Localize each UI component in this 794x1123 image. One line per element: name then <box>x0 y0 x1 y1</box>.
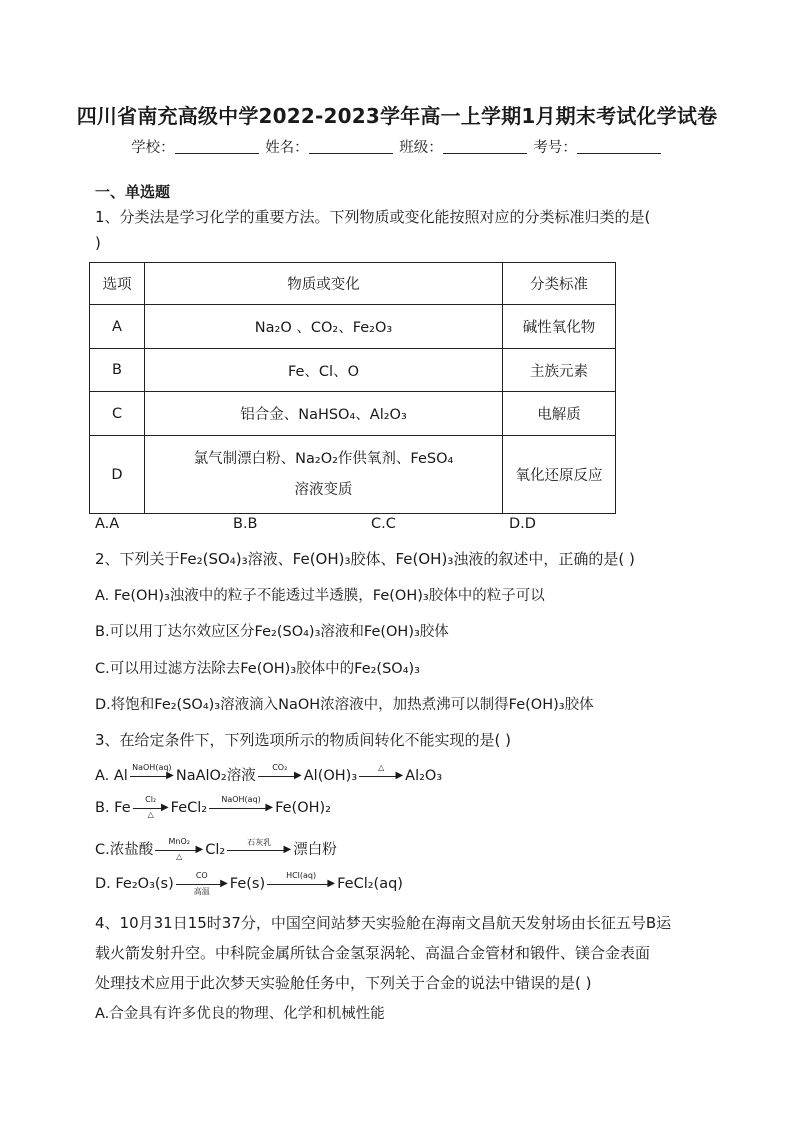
species: FeCl₂(aq) <box>337 876 403 892</box>
row-content <box>145 436 503 514</box>
q1-option-a[interactable]: A.A <box>95 516 120 532</box>
species: Fe(s) <box>229 876 266 892</box>
species: A. Al <box>95 768 128 784</box>
species: Cl₂ <box>205 842 226 858</box>
table-row <box>90 392 616 436</box>
reaction-arrow: MnO₂ ▶ △ <box>155 843 203 857</box>
row-content-line2: 溶液变质 <box>294 481 353 498</box>
class-blank[interactable] <box>443 139 527 154</box>
name-label: 姓名： <box>265 140 309 156</box>
section-heading: 一、单选题 <box>95 183 171 201</box>
name-blank[interactable] <box>309 139 393 154</box>
row-standard: 电解质 <box>503 392 616 436</box>
reaction-arrow: NaOH(aq) ▶ <box>209 801 273 815</box>
header-standard: 分类标准 <box>503 263 616 305</box>
q2-stem: 2、下列关于Fe₂(SO₄)₃溶液、Fe(OH)₃胶体、Fe(OH)₃浊液的叙述中，正确的是( ) <box>95 550 635 568</box>
table-row <box>90 305 616 349</box>
q1-option-c[interactable]: C.C <box>371 516 396 532</box>
q1-classification-table <box>89 262 616 514</box>
arrow-condition: 石灰乳 <box>247 838 272 847</box>
q2-option-c[interactable]: C.可以用过滤方法除去Fe(OH)₃胶体中的Fe₂(SO₄)₃ <box>95 661 420 677</box>
arrow-condition: △ <box>378 763 385 772</box>
class-label: 班级： <box>399 140 443 156</box>
q3-option-b[interactable] <box>95 795 331 819</box>
species: Fe(OH)₂ <box>275 800 331 816</box>
q4-stem-line3: 处理技术应用于此次梦天实验舱任务中，下列关于合金的说法中错误的是( ) <box>95 974 592 992</box>
school-blank[interactable] <box>175 139 259 154</box>
arrow-condition: CO₂ <box>272 763 288 772</box>
q3-option-d[interactable] <box>95 871 403 896</box>
q1-option-b[interactable]: B.B <box>233 516 258 532</box>
q4-option-a[interactable]: A.合金具有许多优良的物理、化学和机械性能 <box>95 1006 385 1022</box>
species: Al₂O₃ <box>405 768 443 784</box>
q4-stem-line1: 4、10月31日15时37分，中国空间站梦天实验舱在海南文昌航天发射场由长征五号B运 <box>95 914 672 932</box>
arrow-condition: MnO₂ <box>168 837 190 846</box>
q2-option-b[interactable]: B.可以用丁达尔效应区分Fe₂(SO₄)₃溶液和Fe(OH)₃胶体 <box>95 624 449 640</box>
row-option: D <box>90 436 145 514</box>
q1-option-d[interactable]: D.D <box>509 516 536 532</box>
arrow-condition-below: 高温 <box>193 887 210 896</box>
row-option: B <box>90 349 145 392</box>
table-header-row <box>90 263 616 305</box>
number-blank[interactable] <box>577 139 661 154</box>
row-content: 铝合金、NaHSO₄、Al₂O₃ <box>145 392 503 436</box>
q3-option-a[interactable] <box>95 764 442 785</box>
arrow-condition-below: △ <box>147 810 154 819</box>
species: 漂白粉 <box>293 842 337 858</box>
page-title: 四川省南充高级中学2022-2023学年高一上学期1月期末考试化学试卷 <box>76 104 718 128</box>
row-standard: 氧化还原反应 <box>503 436 616 514</box>
row-standard: 主族元素 <box>503 349 616 392</box>
q1-stem-end: ) <box>95 234 101 252</box>
reaction-arrow: NaOH(aq) ▶ <box>130 769 174 783</box>
arrow-condition: CO <box>195 871 208 880</box>
row-content: Na₂O 、CO₂、Fe₂O₃ <box>145 305 503 349</box>
arrow-condition: Cl₂ <box>145 795 157 804</box>
student-info-line <box>0 136 794 157</box>
q3-option-c[interactable] <box>95 838 337 859</box>
row-content-line1: 氯气制漂白粉、Na₂O₂作供氧剂、FeSO₄ <box>193 450 454 467</box>
q4-stem-line2: 载火箭发射升空。中科院金属所钛合金氢泵涡轮、高温合金管材和锻件、镁合金表面 <box>95 944 651 962</box>
species: C.浓盐酸 <box>95 842 154 858</box>
arrow-condition: NaOH(aq) <box>132 763 172 772</box>
table-row <box>90 436 616 514</box>
header-content: 物质或变化 <box>145 263 503 305</box>
q1-stem: 1、分类法是学习化学的重要方法。下列物质或变化能按照对应的分类标准归类的是( <box>95 208 651 226</box>
reaction-arrow: Cl₂ ▶ △ <box>133 801 169 815</box>
reaction-arrow: △ ▶ <box>359 769 403 783</box>
school-label: 学校： <box>131 140 175 156</box>
arrow-condition-below: △ <box>176 852 183 861</box>
species: FeCl₂ <box>170 800 208 816</box>
row-standard: 碱性氧化物 <box>503 305 616 349</box>
row-option: C <box>90 392 145 436</box>
row-content: Fe、Cl、O <box>145 349 503 392</box>
reaction-arrow: CO₂ ▶ <box>258 769 302 783</box>
species: NaAlO₂溶液 <box>175 768 256 784</box>
reaction-arrow: CO ▶ 高温 <box>176 877 228 891</box>
species: Al(OH)₃ <box>303 768 358 784</box>
q2-option-a[interactable]: A. Fe(OH)₃浊液中的粒子不能透过半透膜，Fe(OH)₃胶体中的粒子可以 <box>95 588 545 604</box>
q1-answer-options <box>95 516 647 532</box>
q2-option-d[interactable]: D.将饱和Fe₂(SO₄)₃溶液滴入NaOH浓溶液中，加热煮沸可以制得Fe(OH)₃胶体 <box>95 697 594 713</box>
table-row <box>90 349 616 392</box>
reaction-arrow: HCl(aq) ▶ <box>267 877 335 891</box>
species: D. Fe₂O₃(s) <box>95 876 174 892</box>
q3-stem: 3、在给定条件下，下列选项所示的物质间转化不能实现的是( ) <box>95 731 512 749</box>
header-option: 选项 <box>90 263 145 305</box>
species: B. Fe <box>95 800 131 816</box>
number-label: 考号： <box>533 140 577 156</box>
arrow-condition: HCl(aq) <box>286 871 317 880</box>
arrow-condition: NaOH(aq) <box>221 795 261 804</box>
row-option: A <box>90 305 145 349</box>
reaction-arrow: 石灰乳 ▶ <box>227 843 291 857</box>
